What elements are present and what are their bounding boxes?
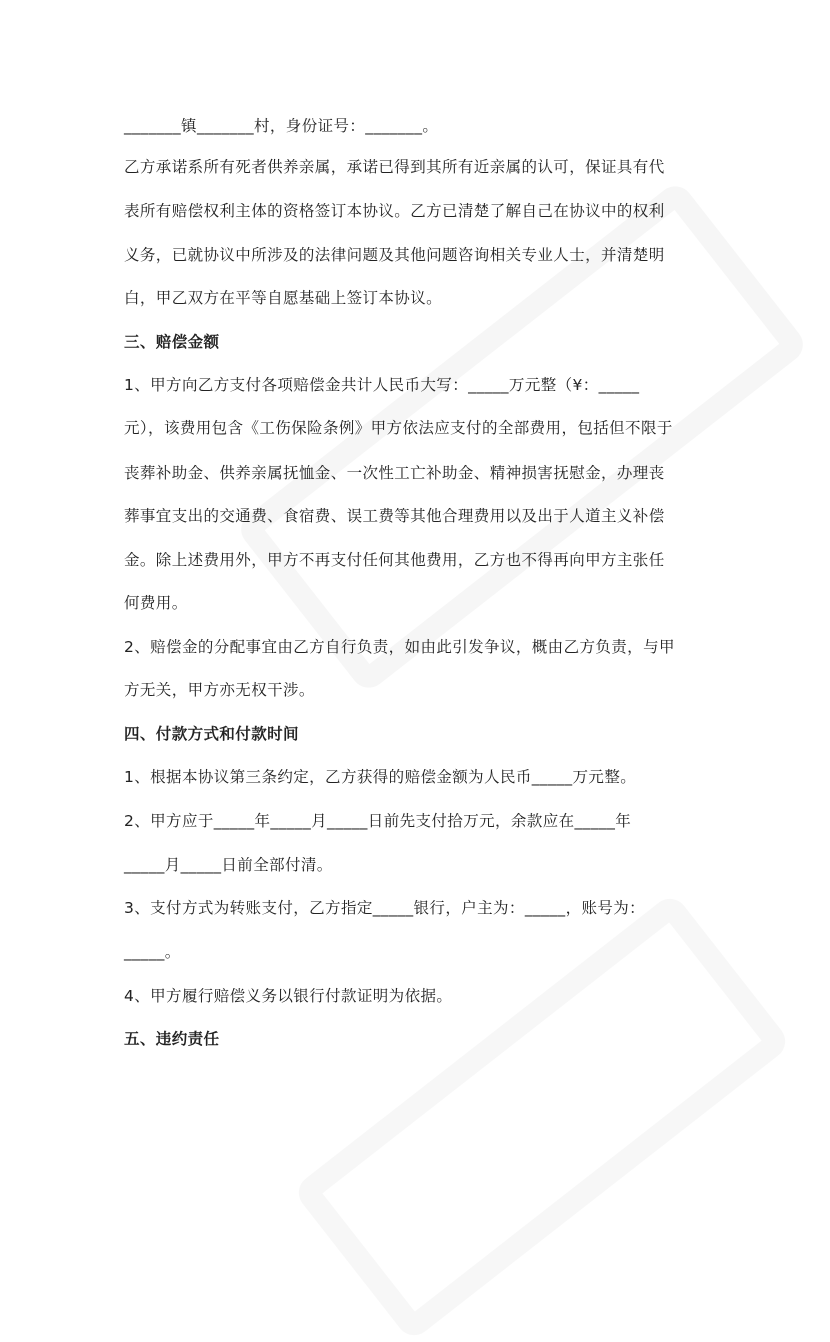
paragraph-line: 方无关，甲方亦无权干涉。 [124, 681, 315, 699]
paragraph-line: 丧葬补助金、供养亲属抚恤金、一次性工亡补助金、精神损害抚慰金，办理丧 [124, 464, 665, 482]
paragraph-line: 金。除上述费用外，甲方不再支付任何其他费用，乙方也不得再向甲方主张任 [124, 551, 665, 569]
paragraph-line: 表所有赔偿权利主体的资格签订本协议。乙方已清楚了解自己在协议中的权利 [124, 202, 665, 220]
watermark-stamp-lower [292, 892, 793, 1342]
section-heading-liability: 五、违约责任 [124, 1030, 220, 1048]
paragraph-line: _____。 [124, 943, 181, 961]
paragraph-line: 义务，已就协议中所涉及的法律问题及其他问题咨询相关专业人士，并清楚明 [124, 246, 665, 264]
paragraph-line: 白，甲乙双方在平等自愿基础上签订本协议。 [124, 289, 443, 307]
section-heading-payment: 四、付款方式和付款时间 [124, 725, 299, 743]
paragraph-line: _____月_____日前全部付清。 [124, 856, 333, 874]
section-heading-compensation: 三、赔偿金额 [124, 333, 220, 351]
paragraph-line: 4、甲方履行赔偿义务以银行付款证明为依据。 [124, 987, 453, 1005]
paragraph-line: 何费用。 [124, 594, 188, 612]
paragraph-line: 2、赔偿金的分配事宜由乙方自行负责，如由此引发争议，概由乙方负责，与甲 [124, 638, 675, 656]
paragraph-line: 1、甲方向乙方支付各项赔偿金共计人民币大写：_____万元整（¥：_____ [124, 376, 640, 394]
paragraph-line: 1、根据本协议第三条约定，乙方获得的赔偿金额为人民币_____万元整。 [124, 768, 637, 786]
paragraph-line: 2、甲方应于_____年_____月_____日前先支付拾万元，余款应在_____年 [124, 812, 632, 830]
party-b-address-line: _______镇_______村，身份证号：_______。 [124, 117, 439, 135]
paragraph-line: 3、支付方式为转账支付，乙方指定_____银行，户主为：_____，账号为： [124, 899, 646, 917]
paragraph-line: 乙方承诺系所有死者供养亲属，承诺已得到其所有近亲属的认可，保证具有代 [124, 158, 665, 176]
paragraph-line: 元），该费用包含《工伤保险条例》甲方依法应支付的全部费用，包括但不限于 [124, 419, 673, 437]
paragraph-line: 葬事宜支出的交通费、食宿费、误工费等其他合理费用以及出于人道主义补偿 [124, 507, 665, 525]
